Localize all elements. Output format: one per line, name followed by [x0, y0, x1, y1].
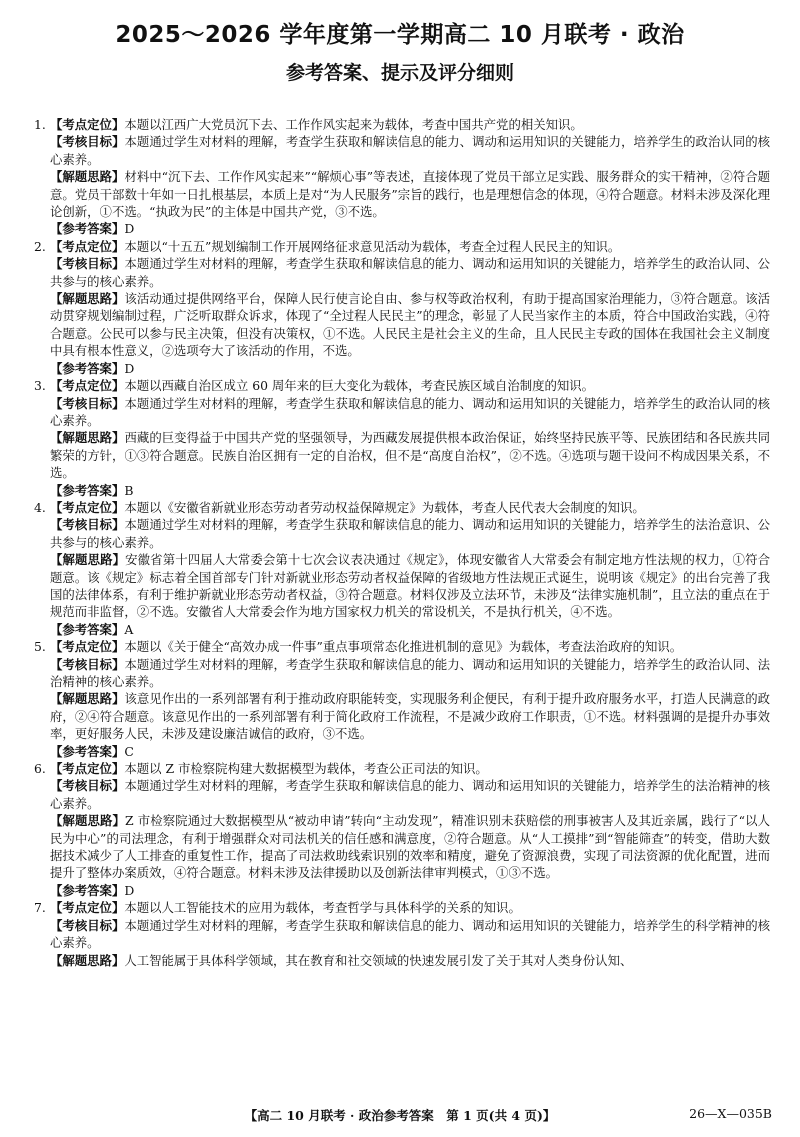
row-silu	[50, 551, 770, 621]
silu-text: 该意见作出的一系列部署有利于推动政府职能转变，实现服务利企便民，有利于提升政府服务水平，打造人民满意的政府，②④符合题意。该意见作出的一系列部署有利于简化政府工作流程，不是减少政府工作职责，①不选。材料强调的是提升办事效率，更好服务人民，未涉及建设廉洁诚信的政府，③不选。	[50, 691, 771, 742]
row-dingwei	[50, 499, 770, 516]
row-daan	[50, 482, 770, 499]
label-dingwei: 【考点定位】	[50, 761, 125, 777]
question-block	[34, 899, 770, 969]
question-block	[34, 377, 770, 499]
mubiao-text: 本题通过学生对材料的理解，考查学生获取和解读信息的能力、调动和运用知识的关键能力，培养学生的政治认同、法治精神的核心素养。	[50, 656, 771, 689]
mubiao-text: 本题通过学生对材料的理解，考查学生获取和解读信息的能力、调动和运用知识的关键能力，培养学生的政治认同的核心素养。	[50, 134, 771, 167]
row-silu	[50, 812, 770, 882]
mubiao-text: 本题通过学生对材料的理解，考查学生获取和解读信息的能力、调动和运用知识的关键能力，培养学生的科学精神的核心素养。	[50, 917, 771, 951]
label-mubiao: 【考核目标】	[50, 517, 125, 533]
row-mubiao	[50, 255, 770, 290]
question-block	[34, 116, 770, 238]
question-number: 3.	[34, 378, 46, 394]
label-silu: 【解题思路】	[50, 430, 125, 446]
label-daan: 【参考答案】	[50, 621, 125, 637]
label-daan: 【参考答案】	[50, 221, 125, 237]
silu-text: Z 市检察院通过大数据模型从“被动申请”转向“主动发现”，精准识别未获赔偿的刑事被害人及其近亲属，践行了“以人民为中心”的司法理念，有利于增强群众对司法机关的信任感和满意度，②符合题意。从“人工摸排”到“智能筛查”的转变，借助大数据技术减少了人工排查的重复性工作，提高了司法救助线索识别的效率和精度，避免了资源浪费，实现了司法资源的优化配置，进而提升了整体办案质效，④符合题意。材料未涉及法律援助以及创新法律审判模式，①③不选。	[50, 813, 770, 881]
silu-text: 该活动通过提供网络平台，保障人民行使言论自由、参与权等政治权利，有助于提高国家治理能力，③符合题意。该活动贯穿规划编制过程，广泛听取群众诉求，体现了“全过程人民民主”的理念，彰显了人民当家作主的本质，符合中国政治实践，④符合题意。公民可以参与民主决策，但没有决策权，①不选。人民民主是社会主义的生命，且人民民主专政的国体在我国社会主义制度中具有根本性意义，②选项夸大了该活动的作用，不选。	[50, 291, 771, 359]
label-dingwei: 【考点定位】	[50, 900, 125, 916]
label-mubiao: 【考核目标】	[50, 656, 125, 672]
silu-text: 材料中“沉下去、工作作风实起来”“解烦心事”等表述，直接体现了党员干部立足实践、服务群众的实干精神，②符合题意。党员干部数十年如一日扎根基层，本质上是对“为人民服务”宗旨的践行，也是理想信念的体现，④符合题意。材料未涉及深化理论创新，①不选。“执政为民”的主体是中国共产党，③不选。	[50, 169, 771, 220]
row-silu	[50, 690, 770, 742]
daan-text: C	[124, 743, 134, 759]
row-dingwei	[50, 116, 770, 133]
label-daan: 【参考答案】	[50, 743, 125, 759]
daan-text: D	[124, 221, 135, 237]
daan-text: B	[124, 482, 134, 498]
label-mubiao: 【考核目标】	[50, 917, 125, 933]
label-silu: 【解题思路】	[50, 291, 125, 307]
label-dingwei: 【考点定位】	[50, 639, 125, 655]
row-daan	[50, 743, 770, 760]
row-daan	[50, 220, 770, 237]
mubiao-text: 本题通过学生对材料的理解，考查学生获取和解读信息的能力、调动和运用知识的关键能力，培养学生的政治认同的核心素养。	[50, 395, 771, 428]
dingwei-text: 本题以江西广大党员沉下去、工作作风实起来为载体，考查中国共产党的相关知识。	[124, 117, 583, 132]
label-mubiao: 【考核目标】	[50, 134, 125, 150]
question-number: 1.	[34, 117, 46, 132]
mubiao-text: 本题通过学生对材料的理解，考查学生获取和解读信息的能力、调动和运用知识的关键能力，培养学生的政治认同、公共参与的核心素养。	[50, 256, 771, 289]
label-silu: 【解题思路】	[50, 169, 125, 185]
row-silu	[50, 952, 770, 969]
row-dingwei	[50, 899, 770, 916]
label-mubiao: 【考核目标】	[50, 778, 125, 794]
question-number: 2.	[34, 238, 46, 254]
row-silu	[50, 290, 770, 360]
row-daan	[50, 621, 770, 638]
silu-text: 人工智能属于具体科学领域，其在教育和社交领域的快速发展引发了关于其对人类身份认知、	[124, 952, 633, 968]
row-dingwei	[50, 377, 770, 394]
row-mubiao	[50, 656, 770, 691]
daan-text: D	[124, 360, 135, 376]
row-dingwei	[50, 638, 770, 655]
label-silu: 【解题思路】	[50, 691, 125, 707]
row-mubiao	[50, 917, 770, 952]
dingwei-text: 本题以《关于健全“高效办成一件事”重点事项常态化推进机制的意见》为载体，考查法治政府的知识。	[124, 639, 683, 655]
label-silu: 【解题思路】	[50, 813, 126, 829]
question-block	[34, 499, 770, 638]
dingwei-text: 本题以《安徽省新就业形态劳动者劳动权益保障规定》为载体，考查人民代表大会制度的知识。	[124, 499, 645, 515]
mubiao-text: 本题通过学生对材料的理解，考查学生获取和解读信息的能力、调动和运用知识的关键能力，培养学生的法治意识、公共参与的核心素养。	[50, 517, 771, 550]
row-mubiao	[50, 133, 770, 168]
label-mubiao: 【考核目标】	[50, 395, 125, 411]
daan-text: A	[124, 621, 134, 637]
label-silu: 【解题思路】	[50, 552, 126, 568]
label-daan: 【参考答案】	[50, 482, 125, 498]
row-silu	[50, 429, 770, 481]
label-mubiao: 【考核目标】	[50, 256, 125, 272]
dingwei-text: 本题以 Z 市检察院构建大数据模型为载体，考查公正司法的知识。	[124, 761, 488, 777]
silu-text: 安徽省第十四届人大常委会第十七次会议表决通过《规定》，体现安徽省人大常委会有制定地方性法规的权力，①符合题意。该《规定》标志着全国首部专门针对新就业形态劳动者权益保障的省级地方性法规正式诞生，说明该《规定》的出台完善了我国的法律体系，有利于维护新就业形态劳动者权益，③符合题意。材料仅涉及立法环节，未涉及“法律实施机制”，且立法的重点在于规范而非监督，②不选。安徽省人大常委会作为地方国家权力机关的常设机关，不是执行机关，④不选。	[50, 552, 770, 620]
row-silu	[50, 168, 770, 220]
mubiao-text: 本题通过学生对材料的理解，考查学生获取和解读信息的能力、调动和运用知识的关键能力，培养学生的法治精神的核心素养。	[50, 778, 771, 811]
row-daan	[50, 882, 770, 899]
label-dingwei: 【考点定位】	[50, 117, 125, 132]
daan-text: D	[124, 882, 135, 898]
label-silu: 【解题思路】	[50, 952, 125, 968]
row-daan	[50, 360, 770, 377]
question-number: 5.	[34, 639, 46, 655]
footer-page-info: 【高二 10 月联考 · 政治参考答案 第 1 页(共 4 页)】	[244, 1108, 556, 1123]
dingwei-text: 本题以人工智能技术的应用为载体，考查哲学与具体科学的关系的知识。	[124, 900, 521, 916]
page-subtitle: 参考答案、提示及评分细则	[285, 62, 514, 84]
question-number: 4.	[34, 499, 46, 515]
question-block	[34, 760, 770, 899]
footer-exam-code: 26—X—035B	[689, 1106, 772, 1121]
label-daan: 【参考答案】	[50, 360, 125, 376]
label-dingwei: 【考点定位】	[50, 238, 125, 254]
dingwei-text: 本题以“十五五”规划编制工作开展网络征求意见活动为载体，考查全过程人民民主的知识。	[124, 238, 621, 254]
label-dingwei: 【考点定位】	[50, 499, 125, 515]
label-daan: 【参考答案】	[50, 882, 125, 898]
label-dingwei: 【考点定位】	[50, 378, 125, 394]
question-block	[34, 238, 770, 377]
row-dingwei	[50, 238, 770, 255]
row-mubiao	[50, 516, 770, 551]
row-dingwei	[50, 760, 770, 777]
question-number: 6.	[34, 761, 46, 777]
row-mubiao	[50, 777, 770, 812]
silu-text: 西藏的巨变得益于中国共产党的坚强领导，为西藏发展提供根本政治保证，始终坚持民族平等、民族团结和各民族共同繁荣的方针，①③符合题意。民族自治区拥有一定的自治权，但不是“高度自治权”，②不选。④选项与题干设问不构成因果关系，不选。	[50, 430, 771, 481]
question-number: 7.	[34, 900, 46, 916]
question-block	[34, 638, 770, 760]
dingwei-text: 本题以西藏自治区成立 60 周年来的巨大变化为载体，考查民族区域自治制度的知识。	[124, 378, 595, 394]
page-title: 2025～2026 学年度第一学期高二 10 月联考 · 政治	[115, 22, 685, 48]
answer-list	[34, 116, 770, 969]
row-mubiao	[50, 395, 770, 430]
